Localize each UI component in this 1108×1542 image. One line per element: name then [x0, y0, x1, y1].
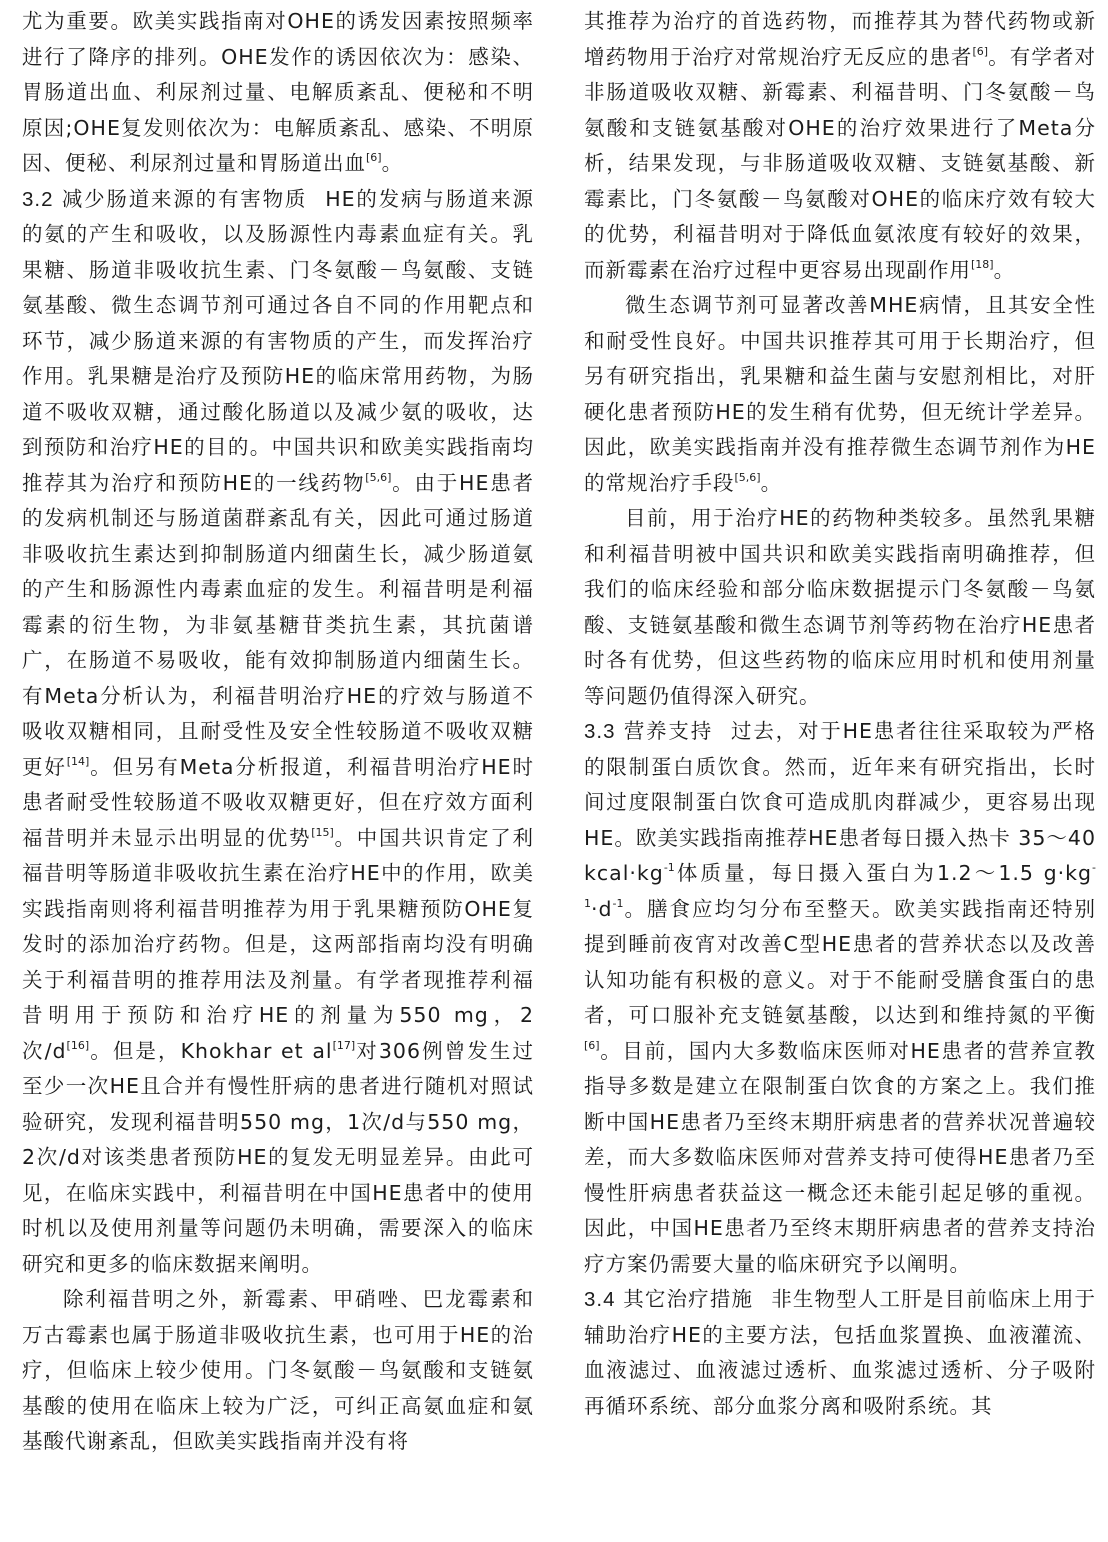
section-3-4: 3.4 其它治疗措施 非生物型人工肝是目前临床上用于辅助治疗HE的主要方法，包括血浆置换、血液灌流、血液滤过、血液滤过透析、血浆滤过透析、分子吸附再循环系统、部分血浆分离和吸附系统。其 — [584, 1287, 1096, 1418]
paragraph: 其推荐为治疗的首选药物，而推荐其为替代药物或新增药物用于治疗对常规治疗无反应的患者[6]。有学者对非肠道吸收双糖、新霉素、利福昔明、门冬氨酸－鸟氨酸和支链氨基酸对OHE的治疗效果进行了Meta分析，结果发现，与非肠道吸收双糖、支链氨基酸、新霉素比，门冬氨酸－鸟氨酸对OHE的临床疗效有较大的优势，利福昔明对于降低血氨浓度有较好的效果，而新霉素在治疗过程中更容易出现副作用[18]。 — [584, 9, 1097, 282]
superscript: -1 — [584, 861, 1096, 910]
citation: [15] — [311, 825, 334, 839]
citation: [14] — [66, 754, 90, 768]
section-3-3: 3.3 营养支持 过去，对于HE患者往往采取较为严格的限制蛋白质饮食。然而，近年来有研究指出，长时间过度限制蛋白饮食可造成肌肉群减少，更容易出现HE。欧美实践指南推荐HE患者每日摄入热卡 35～40 $kcal\cdot kg^{-1}$体质量，每日摄入蛋白为1.2～1.5 $g\cdot kg^{-1}\cdot d^{-1}$。膳食应均匀分布至整天。欧美实践指南还特别提到睡前夜宵对改善C型HE患者的营养状态以及改善认知功能有积极的意义。对于不能耐受膳食蛋白的患者，可口服补充支链氨基酸，以达到和维持氮的平衡[6]。目前，国内大多数临床医师对HE患者的营养宣教指导多数是建立在限制蛋白饮食的方案之上。我们推断中国HE患者乃至终末期肝病患者的营养状况普遍较差，而大多数临床医师对营养支持可使得HE患者乃至慢性肝病患者获益这一概念还未能引起足够的重视。因此，中国HE患者乃至终末期肝病患者的营养支持治疗方案仍需要大量的临床研究予以阐明。 — [584, 719, 1096, 1276]
superscript: -1 — [612, 896, 624, 910]
paragraph: 目前，用于治疗HE的药物种类较多。虽然乳果糖和利福昔明被中国共识和欧美实践指南明确推荐，但我们的临床经验和部分临床数据提示门冬氨酸－鸟氨酸、支链氨基酸和微生态调节剂等药物在治疗HE患者时各有优势，但这些药物的临床应用时机和使用剂量等问题仍值得深入研究。 — [584, 506, 1096, 708]
paragraph: 除利福昔明之外，新霉素、甲硝唑、巴龙霉素和万古霉素也属于肠道非吸收抗生素，也可用于HE的治疗，但临床上较少使用。门冬氨酸－鸟氨酸和支链氨基酸的使用在临床上较为广泛，可纠正高氨血症和氨基酸代谢紊乱，但欧美实践指南并没有将 — [22, 1287, 534, 1453]
citation: [17] — [332, 1038, 356, 1052]
left-column — [22, 4, 534, 1460]
section-heading: 其它治疗措施 — [623, 1287, 754, 1311]
citation: [16] — [66, 1038, 90, 1052]
right-column — [584, 4, 1096, 1424]
citation: [5,6] — [365, 470, 392, 484]
citation: [6] — [972, 44, 989, 58]
citation: [18] — [971, 257, 994, 271]
section-number: 3.2 — [22, 187, 54, 211]
paragraph: 微生态调节剂可显著改善MHE病情，且其安全性和耐受性良好。中国共识推荐其可用于长期治疗，但另有研究指出，乳果糖和益生菌与安慰剂相比，对肝硬化患者预防HE的发生稍有优势，但无统计学差异。因此，欧美实践指南并没有推荐微生态调节剂作为HE的常规治疗手段[5,6]。 — [584, 293, 1096, 495]
paragraph: 尤为重要。欧美实践指南对OHE的诱发因素按照频率进行了降序的排列。OHE发作的诱因依次为：感染、胃肠道出血、利尿剂过量、电解质紊乱、便秘和不明原因;OHE复发则依次为：电解质紊乱、感染、不明原因、便秘、利尿剂过量和胃肠道出血[6]。 — [22, 9, 534, 175]
section-heading: 营养支持 — [623, 719, 714, 743]
superscript: -1 — [663, 861, 675, 874]
section-3-2: 3.2 减少肠道来源的有害物质 HE的发病与肠道来源的氨的产生和吸收，以及肠源性内毒素血症有关。乳果糖、肠道非吸收抗生素、门冬氨酸－鸟氨酸、支链氨基酸、微生态调节剂可通过各自不同的作用靶点和环节，减少肠道来源的有害物质的产生，而发挥治疗作用。乳果糖是治疗及预防HE的临床常用药物，为肠道不吸收双糖，通过酸化肠道以及减少氨的吸收，达到预防和治疗HE的目的。中国共识和欧美实践指南均推荐其为治疗和预防HE的一线药物[5,6]。由于HE患者的发病机制还与肠道菌群紊乱有关，因此可通过肠道非吸收抗生素达到抑制肠道内细菌生长，减少肠道氨的产生和肠源性内毒素血症的发生。利福昔明是利福霉素的衍生物，为非氨基糖苷类抗生素，其抗菌谱广，在肠道不易吸收，能有效抑制肠道内细菌生长。有Meta分析认为，利福昔明治疗HE的疗效与肠道不吸收双糖相同，且耐受性及安全性较肠道不吸收双糖更好[14]。但另有Meta分析报道，利福昔明治疗HE时患者耐受性较肠道不吸收双糖更好，但在疗效方面利福昔明并未显示出明显的优势[15]。中国共识肯定了利福昔明等肠道非吸收抗生素在治疗HE中的作用，欧美实践指南则将利福昔明推荐为用于乳果糖预防OHE复发时的添加治疗药物。但是，这两部指南均没有明确关于利福昔明的推荐用法及剂量。有学者现推荐利福昔明用于预防和治疗HE的剂量为550 mg，2次/d[16]。但是，Khokhar et al[17]对306例曾发生过至少一次HE且合并有慢性肝病的患者进行随机对照试验研究，发现利福昔明550 mg，1次/d与550 mg，2次/d对该类患者预防HE的复发无明显差异。由此可见，在临床实践中，利福昔明在中国HE患者中的使用时机以及使用剂量等问题仍未明确，需要深入的临床研究和更多的临床数据来阐明。 — [22, 186, 535, 1276]
section-number: 3.3 — [584, 720, 616, 743]
section-heading: 减少肠道来源的有害物质 — [61, 186, 308, 211]
citation: [6] — [584, 1038, 600, 1052]
section-number: 3.4 — [584, 1288, 616, 1311]
citation: [5,6] — [734, 470, 761, 484]
citation: [6] — [366, 151, 382, 164]
